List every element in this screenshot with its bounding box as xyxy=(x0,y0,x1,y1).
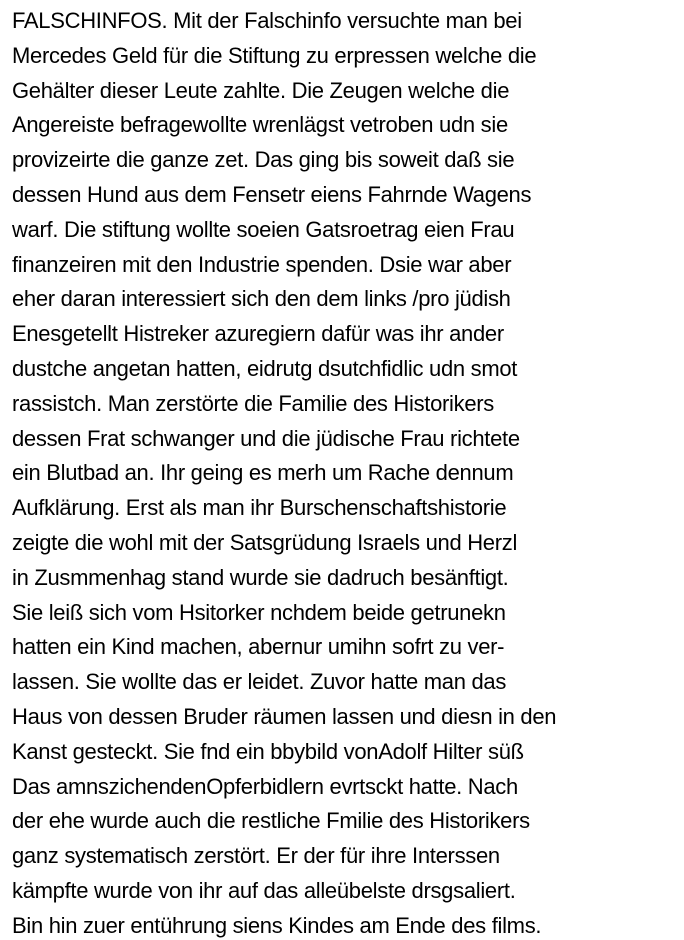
text-line: Kanst gesteckt. Sie fnd ein bbybild vonAdolf Hilter süß xyxy=(12,738,524,764)
text-line: FALSCHINFOS. Mit der Falschinfo versuchte man bei xyxy=(12,8,522,33)
text-line: zeigte die wohl mit der Satsgrüdung Israels und Herzl xyxy=(12,529,518,555)
text-line: dessen Frat schwanger und die jüdische Frau richtete xyxy=(12,425,520,451)
text-line: Gehälter dieser Leute zahlte. Die Zeugen welche die xyxy=(12,77,510,103)
body-text xyxy=(12,4,680,940)
text-line: dustche angetan hatten, eidrutg dsutchfidlic udn smot xyxy=(12,355,518,381)
text-line: eher daran interessiert sich den dem links /pro jüdish xyxy=(12,286,511,312)
text-line: der ehe wurde auch die restliche Fmilie des Historikers xyxy=(12,808,530,834)
text-line: lassen. Sie wollte das er leidet. Zuvor hatte man das xyxy=(12,669,507,695)
text-line: provizeirte die ganze zet. Das ging bis soweit daß sie xyxy=(12,147,515,173)
text-line: finanzeiren mit den Industrie spenden. Dsie war aber xyxy=(12,251,512,277)
text-line: Angereiste befragewollte wrenlägst vetroben udn sie xyxy=(12,112,508,138)
text-line: Aufklärung. Erst als man ihr Burschenschaftshistorie xyxy=(12,495,507,521)
text-line: ein Blutbad an. Ihr geing es merh um Rache dennum xyxy=(12,460,514,486)
text-line: dessen Hund aus dem Fensetr eiens Fahrnde Wagens xyxy=(12,181,532,207)
text-line: Enesgetellt Histreker azuregiern dafür was ihr ander xyxy=(12,321,504,347)
text-line: hatten ein Kind machen, abernur umihn sofrt zu ver- xyxy=(12,634,505,660)
text-line: warf. Die stiftung wollte soeien Gatsroetrag eien Frau xyxy=(12,216,515,242)
text-line: Mercedes Geld für die Stiftung zu erpressen welche die xyxy=(12,42,537,68)
text-line: in Zusmmenhag stand wurde sie dadruch besänftigt. xyxy=(12,564,509,590)
text-line: kämpfte wurde von ihr auf das alleübelste drsgsaliert. xyxy=(12,877,516,903)
text-line: Das amnszichendenOpferbidlern evrtsckt hatte. Nach xyxy=(12,773,518,799)
text-line: Haus von dessen Bruder räumen lassen und diesn in den xyxy=(12,703,557,729)
text-line: Bin hin zuer entührung siens Kindes am Ende des films. xyxy=(12,912,542,938)
text-line: rassistch. Man zerstörte die Familie des Historikers xyxy=(12,390,494,416)
text-line: ganz systematisch zerstört. Er der für ihre Interssen xyxy=(12,843,500,869)
text-line: Sie leiß sich vom Hsitorker nchdem beide getrunekn xyxy=(12,599,506,625)
